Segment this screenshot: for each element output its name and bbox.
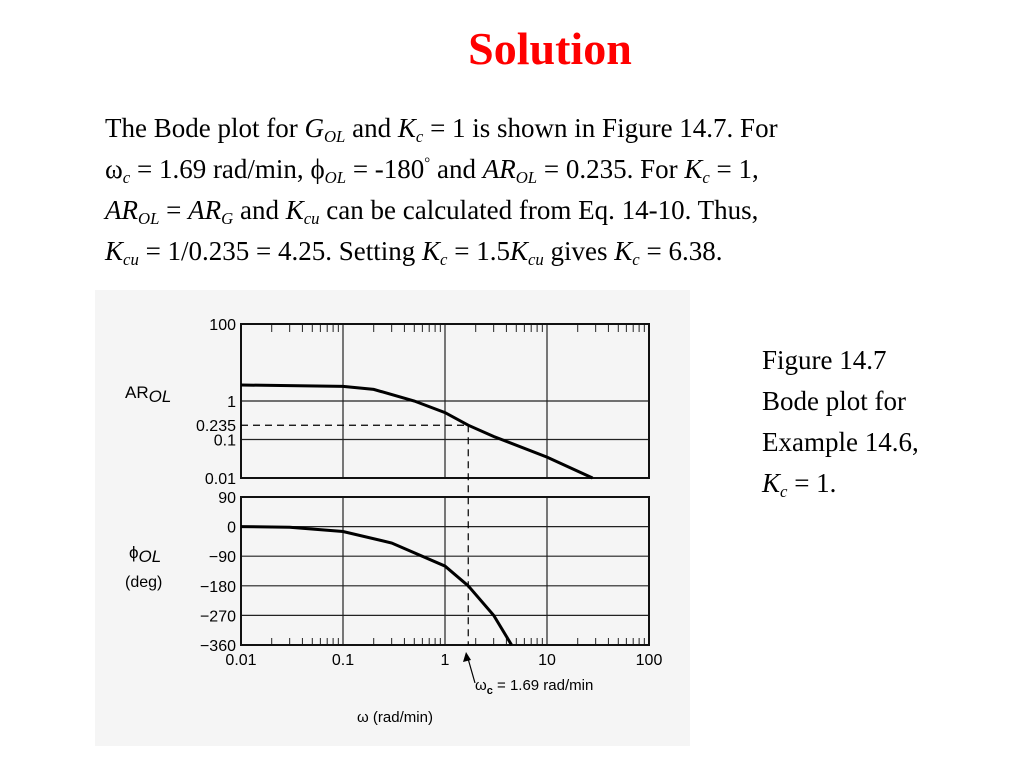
text: c	[122, 168, 131, 188]
text: OL	[138, 209, 160, 229]
text: c	[486, 685, 493, 697]
bode-plot-figure	[95, 290, 690, 746]
caption-line-4	[762, 463, 919, 504]
x-tick-label: 1	[440, 652, 450, 669]
text: and	[430, 154, 483, 184]
text: cu	[123, 250, 139, 270]
phase-tick-label: −360	[199, 638, 236, 655]
phase-unit-label: (deg)	[125, 574, 163, 591]
text: c	[415, 127, 424, 147]
text: cu	[303, 209, 320, 229]
ar-tick-label: 0.1	[213, 432, 236, 450]
caption-line-2: Bode plot for	[762, 386, 906, 416]
text: = 1 is shown in Figure 14.7. For	[423, 113, 778, 143]
text: c	[702, 168, 710, 188]
text: K	[509, 236, 528, 266]
paragraph-line-1	[105, 108, 975, 149]
ar-tick-label: 0.235	[195, 418, 236, 436]
x-axis-label: ω (rad/min)	[357, 709, 433, 726]
ar-tick-label: 100	[209, 317, 236, 334]
text: G	[221, 209, 234, 229]
text: G	[304, 113, 324, 143]
text: = 6.38.	[639, 236, 723, 266]
text: c	[440, 250, 448, 270]
text: K	[285, 195, 304, 225]
ar-tick-label: 0.01	[204, 471, 236, 488]
text: can be calculated from Eq. 14-10. Thus,	[319, 195, 759, 225]
text: OL	[323, 127, 346, 147]
phase-tick-label: 90	[218, 490, 236, 507]
text: = 0.235. For	[537, 154, 685, 184]
text: OL	[148, 387, 172, 406]
paragraph-line-3	[105, 190, 975, 231]
caption-line-1: Figure 14.7	[762, 345, 887, 375]
text: and	[345, 113, 398, 143]
degree-symbol: °	[424, 155, 431, 172]
text: c	[632, 250, 640, 270]
paragraph-line-2	[105, 149, 975, 190]
text: AR	[482, 154, 516, 184]
text: The Bode plot for	[105, 113, 305, 143]
text: and	[233, 195, 286, 225]
text: K	[397, 113, 416, 143]
crossover-annotation	[475, 677, 593, 697]
text: AR	[188, 195, 222, 225]
phase-tick-label: 0	[227, 519, 236, 537]
phase-grid	[241, 497, 649, 645]
ar-axis-label	[125, 383, 171, 406]
text: ϕ	[310, 154, 325, 184]
text: OL	[324, 168, 347, 188]
text: c	[780, 482, 788, 502]
text: = 1,	[709, 154, 759, 184]
text: K	[762, 468, 781, 498]
text: AR	[105, 195, 138, 225]
phase-tick-label: −270	[199, 608, 236, 626]
text: = 1.69 rad/min,	[130, 154, 311, 184]
slide-title: Solution	[468, 23, 632, 74]
text: cu	[527, 250, 544, 270]
phase-tick-labels	[200, 490, 236, 655]
annotation-arrow-head	[463, 652, 471, 662]
phase-tick-label: −180	[199, 578, 236, 596]
text: K	[684, 154, 703, 184]
text: K	[422, 236, 441, 266]
text: K	[105, 236, 124, 266]
text: AR	[125, 383, 149, 402]
ar-tick-label: 1	[227, 394, 236, 411]
phase-tick-label: −90	[208, 549, 236, 567]
text: ω	[105, 154, 123, 184]
ar-tick-labels	[196, 317, 236, 488]
phase-axis-label	[129, 543, 161, 566]
ar-grid	[241, 324, 649, 478]
text: ϕ	[129, 543, 139, 562]
text: gives	[543, 236, 615, 266]
caption-line-3: Example 14.6,	[762, 427, 919, 457]
text: = 1/0.235 = 4.25. Setting	[138, 236, 423, 266]
x-tick-label: 10	[538, 652, 556, 669]
x-tick-labels	[225, 652, 662, 669]
x-tick-label: 0.1	[331, 652, 355, 669]
text: = 1.	[787, 468, 837, 498]
solution-paragraph	[105, 108, 975, 272]
bode-plot-svg	[95, 290, 690, 746]
text: OL	[138, 547, 162, 566]
text: K	[614, 236, 633, 266]
text: = 1.5	[447, 236, 510, 266]
text: = -180	[346, 154, 425, 184]
figure-caption	[762, 340, 919, 504]
x-tick-label: 0.01	[225, 652, 257, 669]
ar-curve	[241, 385, 593, 478]
x-tick-label: 100	[635, 652, 663, 669]
text: = 1.69 rad/min	[492, 677, 594, 694]
paragraph-line-4	[105, 231, 975, 272]
text: OL	[515, 168, 538, 188]
text: ω	[475, 677, 487, 694]
text: =	[159, 195, 189, 225]
